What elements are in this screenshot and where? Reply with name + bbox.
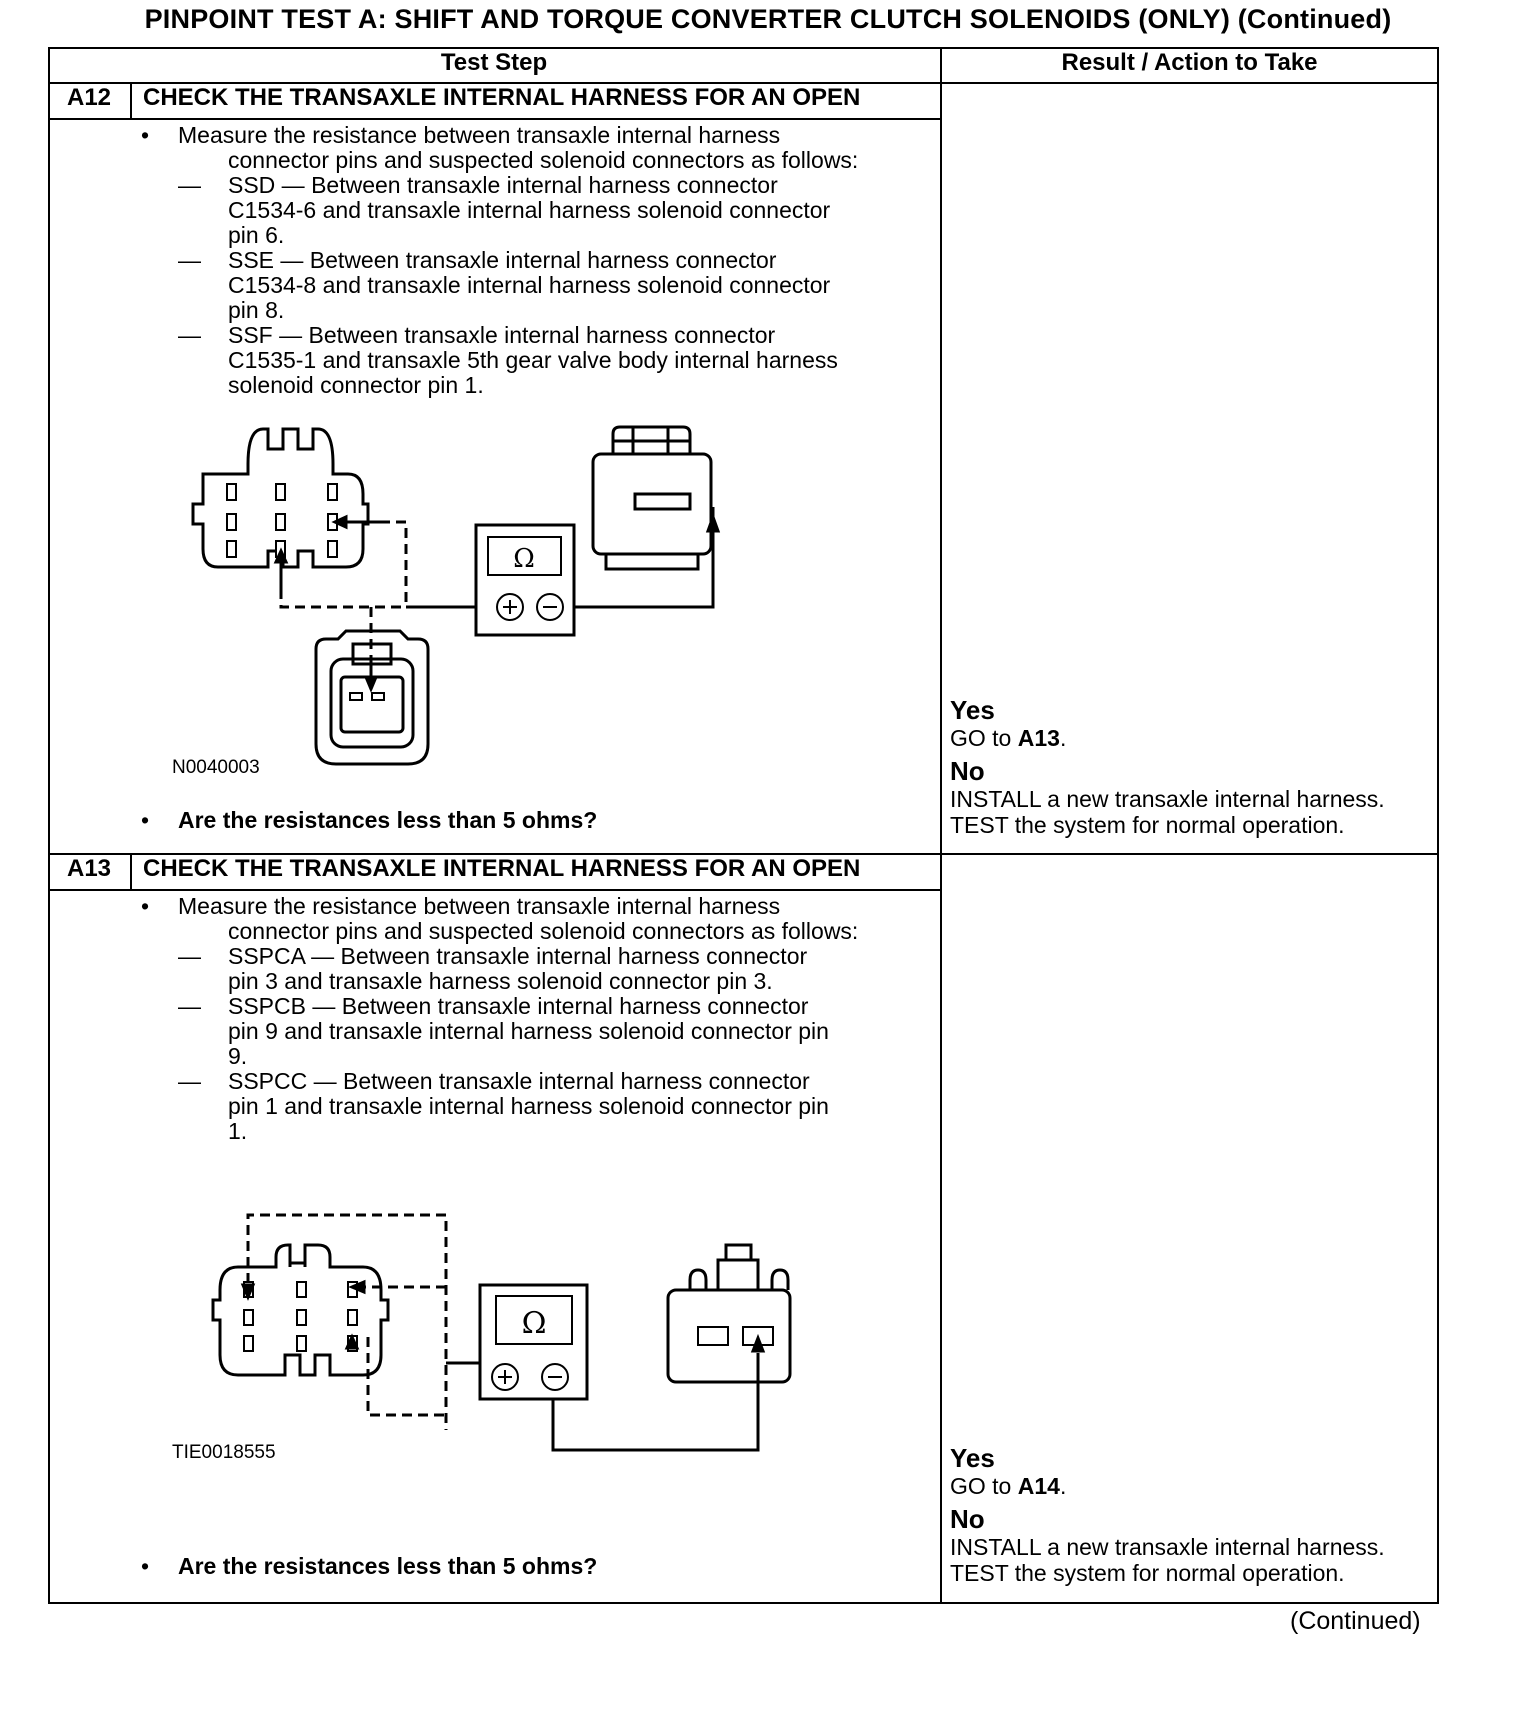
no-label-a12: No	[950, 756, 985, 786]
header-test-step: Test Step	[440, 49, 548, 76]
no-action-line1-a13: INSTALL a new transaxle internal harness.	[950, 1534, 1385, 1560]
figure-a12-diagram	[188, 419, 828, 799]
pinpoint-test-table	[48, 47, 1439, 1604]
result-a12	[950, 695, 1385, 838]
no-action-line1-a12: INSTALL a new transaxle internal harness.	[950, 786, 1385, 812]
ohm-symbol-a12: Ω	[513, 544, 535, 574]
yes-label-a13: Yes	[950, 1443, 995, 1473]
question-a13: • Are the resistances less than 5 ohms?	[141, 1553, 598, 1579]
step-instructions-a13: • Measure the resistance between transaxle internal harness connector pins and suspected solenoid connectors as follows: — SSPCA — Between transaxle internal harness connector pin 3 and transaxle harness solenoid connector pin 3. — SSPCB — Between transaxle internal harness connector pin 9 and transaxle internal harness solenoid connector pin 9. — SSPCC — Between transaxle internal harness connector pin 1 and transaxle internal harness solenoid connector pin 1.	[141, 893, 859, 1144]
yes-action-a12: GO to A13.	[950, 725, 1067, 751]
yes-label-a12: Yes	[950, 695, 995, 725]
step-instructions-a12: • Measure the resistance between transaxle internal harness connector pins and suspected solenoid connectors as follows: — SSD — Between transaxle internal harness connector C1534-6 and transaxle internal harness solenoid connector pin 6. — SSE — Between transaxle internal harness connector C1534-8 and transaxle internal harness solenoid connector pin 8. — SSF — Between transaxle internal harness connector C1535-1 and transaxle 5th gear valve body internal harness solenoid connector pin 1.	[141, 122, 859, 398]
step-title-a13: CHECK THE TRANSAXLE INTERNAL HARNESS FOR AN OPEN	[143, 855, 861, 882]
header-result-action: Result / Action to Take	[1061, 49, 1318, 76]
continued-footer: (Continued)	[1290, 1607, 1421, 1635]
no-action-line2-a13: TEST the system for normal operation.	[950, 1560, 1345, 1586]
yes-action-a13: GO to A14.	[950, 1473, 1067, 1499]
no-label-a13: No	[950, 1504, 985, 1534]
step-id-a12: A12	[66, 84, 112, 111]
ohm-symbol-a13: Ω	[521, 1306, 547, 1341]
step-title-a12: CHECK THE TRANSAXLE INTERNAL HARNESS FOR AN OPEN	[143, 84, 861, 111]
step-id-a13: A13	[66, 855, 112, 882]
no-action-line2-a12: TEST the system for normal operation.	[950, 812, 1345, 838]
figure-a13-diagram	[198, 1205, 838, 1505]
figure-id-a12: N0040003	[172, 757, 260, 778]
figure-id-a13: TIE0018555	[172, 1442, 276, 1463]
page-title: PINPOINT TEST A: SHIFT AND TORQUE CONVERTER CLUTCH SOLENOIDS (ONLY) (Continued)	[144, 4, 1392, 34]
question-a12: • Are the resistances less than 5 ohms?	[141, 807, 598, 833]
result-a13	[950, 1443, 1385, 1586]
